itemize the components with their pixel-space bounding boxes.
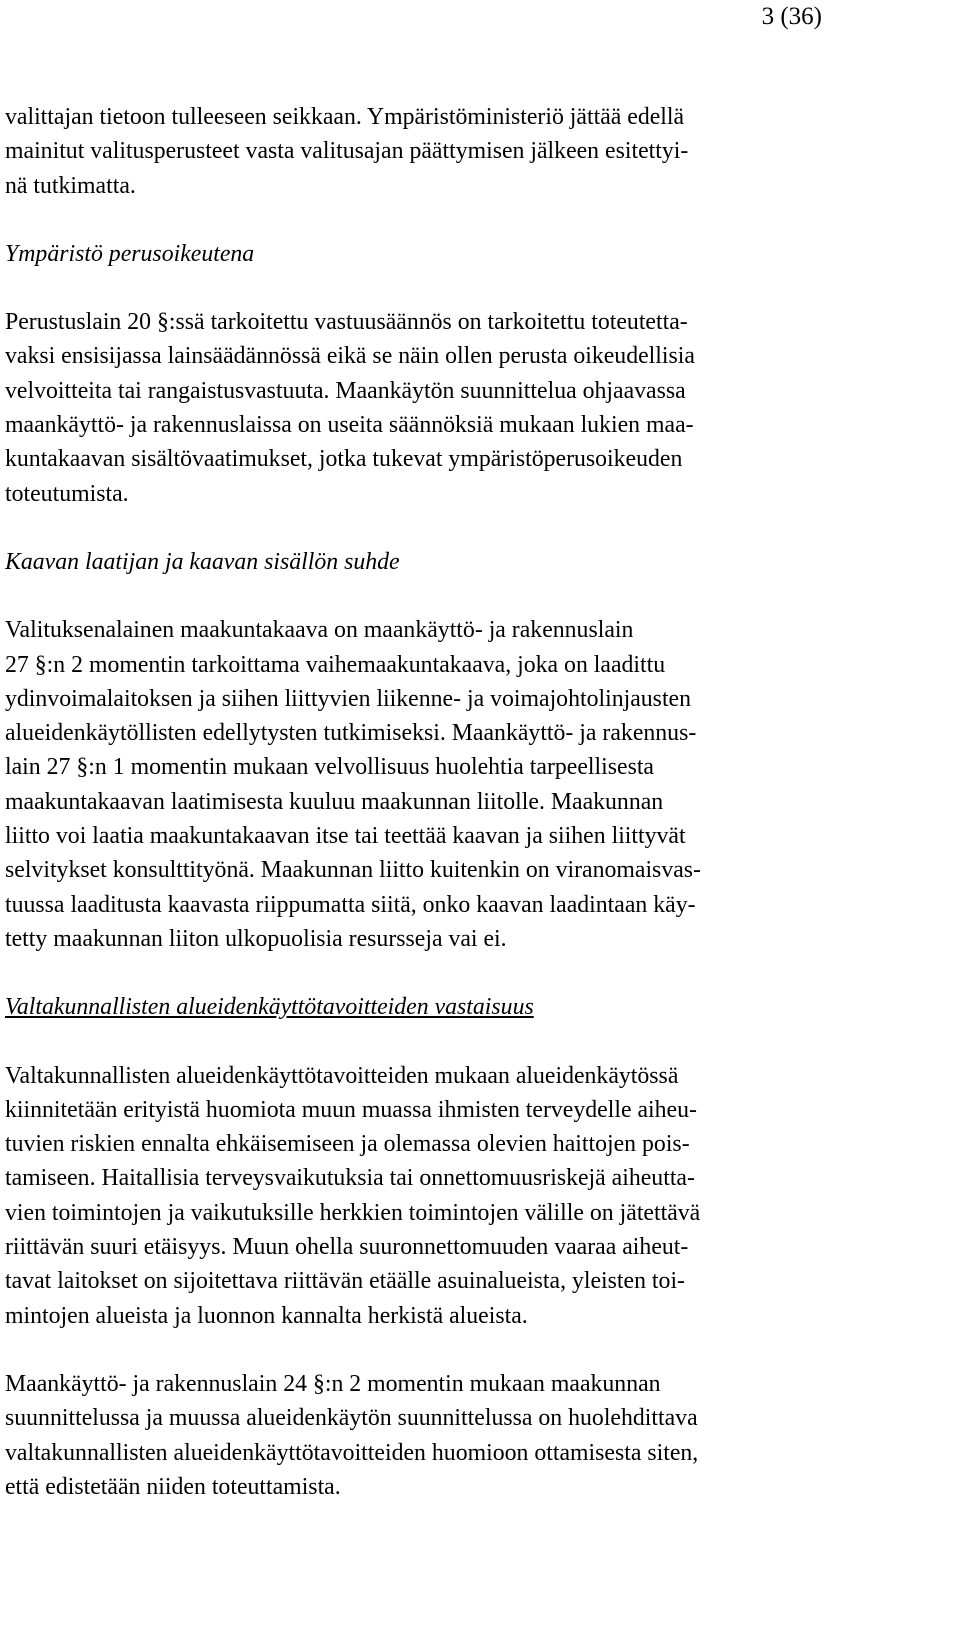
text-line: kiinnitetään erityistä huomiota muun muassa ihmisten terveydelle aiheu- [5,1096,697,1123]
paragraph-kaavan-laatija [5,613,960,956]
section-heading-valtakunnalliset [5,990,960,1024]
paragraph-mrl-24 [5,1367,960,1504]
text-line: 27 §:n 2 momentin tarkoittama vaihemaakuntakaava, joka on laadittu [5,651,666,678]
heading-text: Kaavan laatijan ja kaavan sisällön suhde [5,548,400,575]
text-line: nä tutkimatta. [5,172,136,199]
text-line: maankäyttö- ja rakennuslaissa on useita säännöksiä mukaan lukien maa- [5,412,694,439]
text-line: tuvien riskien ennalta ehkäisemiseen ja olemassa olevien haittojen pois- [5,1131,690,1158]
text-line: suunnittelussa ja muussa alueidenkäytön suunnittelussa on huolehdittava [5,1405,698,1432]
paragraph-intro [5,100,960,203]
text-line: riittävän suuri etäisyys. Muun ohella suuronnettomuuden vaaraa aiheut- [5,1234,689,1261]
text-line: tuussa laaditusta kaavasta riippumatta siitä, onko kaavan laadintaan käy- [5,891,696,918]
text-line: mainitut valitusperusteet vasta valitusajan päättymisen jälkeen esitettyi- [5,138,689,165]
text-line: Perustuslain 20 §:ssä tarkoitettu vastuusäännös on tarkoitettu toteutetta- [5,309,688,336]
text-line: tamiseen. Haitallisia terveysvaikutuksia tai onnettomuusriskejä aiheutta- [5,1165,695,1192]
text-line: vien toimintojen ja vaikutuksille herkkien toimintojen välille on jätettävä [5,1199,701,1226]
text-line: liitto voi laatia maakuntakaavan itse tai teettää kaavan ja siihen liittyvät [5,823,686,850]
text-line: mintojen alueista ja luonnon kannalta herkistä alueista. [5,1302,528,1329]
heading-text: Valtakunnallisten alueidenkäyttötavoitteiden vastaisuus [5,994,534,1021]
paragraph-perusoikeus [5,305,960,511]
text-line: tetty maakunnan liiton ulkopuolisia resursseja vai ei. [5,925,507,952]
text-line: Maankäyttö- ja rakennuslain 24 §:n 2 momentin mukaan maakunnan [5,1370,661,1397]
text-line: kuntakaavan sisältövaatimukset, jotka tukevat ympäristöperusoikeuden [5,446,683,473]
page-number: 3 (36) [761,3,822,30]
text-line: alueidenkäytöllisten edellytysten tutkimiseksi. Maankäyttö- ja rakennus- [5,720,697,747]
text-line: vaksi ensisijassa lainsäädännössä eikä se näin ollen perusta oikeudellisia [5,343,695,370]
heading-text: Ympäristö perusoikeutena [5,240,255,267]
text-line: valtakunnallisten alueidenkäyttötavoitteiden huomioon ottamisesta siten, [5,1439,699,1466]
section-heading-kaavan-laatija [5,545,960,579]
text-line: valittajan tietoon tulleeseen seikkaan. Ympäristöministeriö jättää edellä [5,104,685,130]
text-line: maakuntakaavan laatimisesta kuuluu maakunnan liitolle. Maakunnan [5,788,664,815]
text-line: selvitykset konsulttityönä. Maakunnan liitto kuitenkin on viranomaisvas- [5,857,701,884]
text-line: lain 27 §:n 1 momentin mukaan velvollisuus huolehtia tarpeellisesta [5,754,654,781]
text-line: että edistetään niiden toteuttamista. [5,1473,341,1500]
text-line: ydinvoimalaitoksen ja siihen liittyvien liikenne- ja voimajohtolinjausten [5,685,692,712]
document-body [5,100,960,1504]
text-line: tavat laitokset on sijoitettava riittävän etäälle asuinalueista, yleisten toi- [5,1268,685,1295]
paragraph-valtakunnalliset [5,1059,960,1333]
section-heading-perusoikeus [5,237,960,271]
text-line: toteutumista. [5,480,129,507]
text-line: Valituksenalainen maakuntakaava on maankäyttö- ja rakennuslain [5,617,634,644]
text-line: Valtakunnallisten alueidenkäyttötavoitteiden mukaan alueidenkäytössä [5,1062,679,1089]
text-line: velvoitteita tai rangaistusvastuuta. Maankäytön suunnittelua ohjaavassa [5,377,686,404]
